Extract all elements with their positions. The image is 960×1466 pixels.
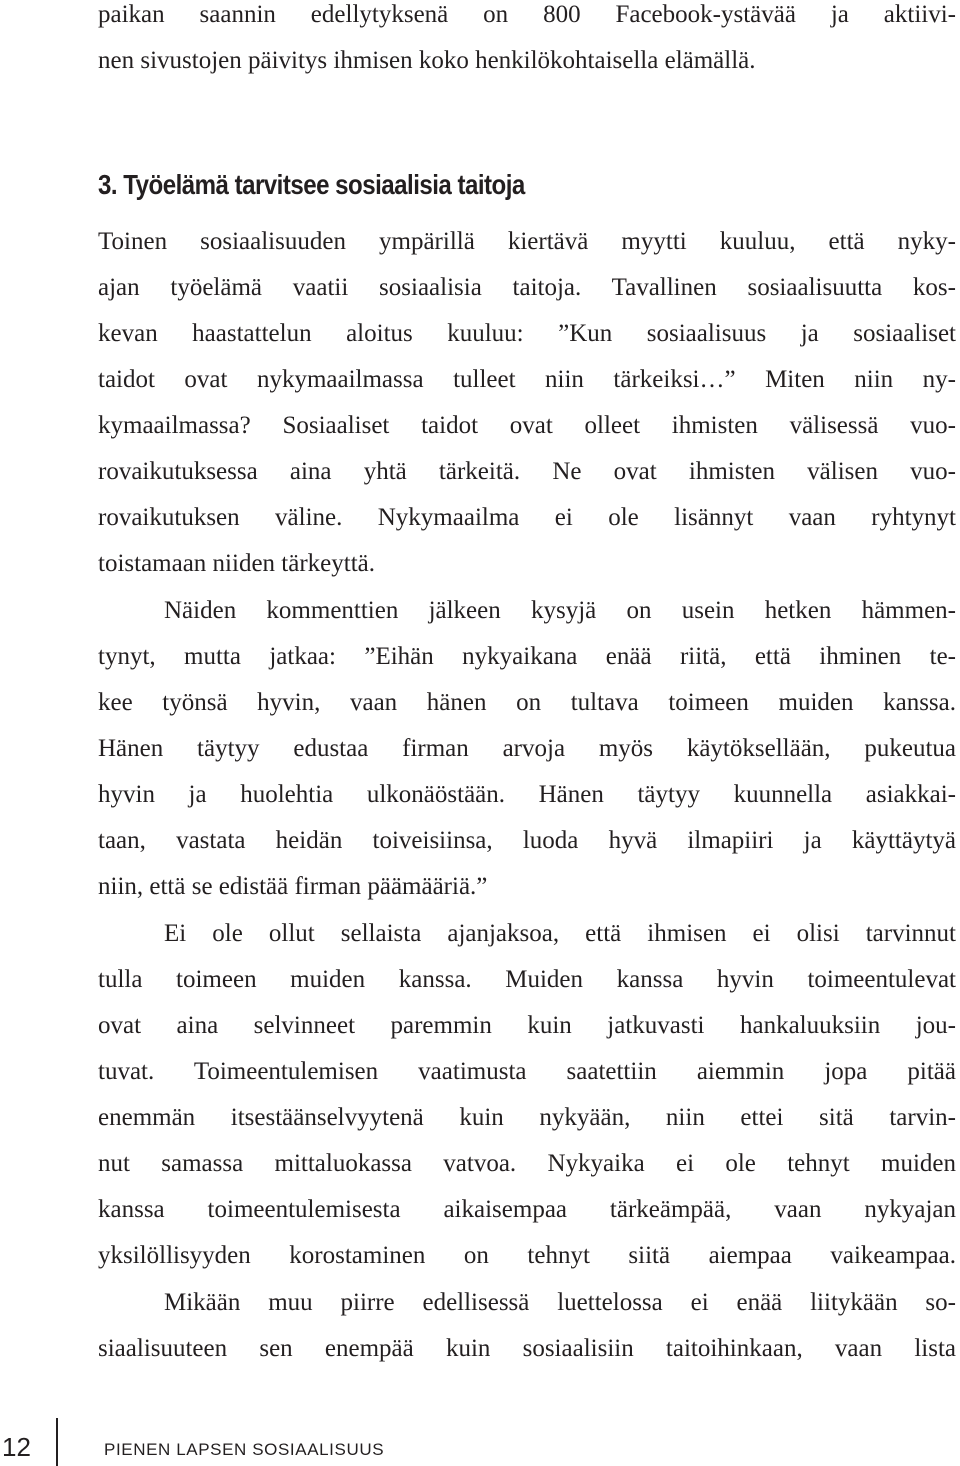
page-footer: [0, 1432, 960, 1466]
text-line: rovaikutuksen väline. Nykymaailma ei ole lisännyt vaan ryhtynyt: [98, 504, 956, 531]
text-line: hyvin ja huolehtia ulkonäöstään. Hänen täytyy kuunnella asiakkai-: [98, 781, 956, 808]
text-line: Ei ole ollut sellaista ajanjaksoa, että ihmisen ei olisi tarvinnut: [164, 920, 956, 947]
text-line: taidot ovat nykymaailmassa tulleet niin tärkeiksi…” Miten niin ny-: [98, 366, 956, 393]
text-line: ovat aina selvinneet paremmin kuin jatkuvasti hankaluuksiin jou-: [98, 1012, 956, 1039]
page-number: 12: [2, 1432, 31, 1462]
text-line: ajan työelämä vaatii sosiaalisia taitoja. Tavallinen sosiaalisuutta kos-: [98, 274, 956, 301]
text-line: enemmän itsestäänselvyytenä kuin nykyään, niin ettei sitä tarvin-: [98, 1104, 956, 1131]
text-line: yksilöllisyyden korostaminen on tehnyt siitä aiempaa vaikeampaa.: [98, 1242, 956, 1269]
text-line: Mikään muu piirre edellisessä luettelossa ei enää liitykään so-: [164, 1289, 956, 1316]
text-line: paikan saannin edellytyksenä on 800 Facebook-ystävää ja aktiivi-: [98, 1, 956, 28]
text-line: Hänen täytyy edustaa firman arvoja myös käytöksellään, pukeutua: [98, 735, 956, 762]
text-line: siaalisuuteen sen enempää kuin sosiaalisiin taitoihinkaan, vaan lista: [98, 1335, 956, 1362]
text-line: kee työnsä hyvin, vaan hänen on tultava toimeen muiden kanssa.: [98, 689, 956, 716]
text-line: tynyt, mutta jatkaa: ”Eihän nykyaikana enää riitä, että ihminen te-: [98, 643, 956, 670]
text-line: tulla toimeen muiden kanssa. Muiden kanssa hyvin toimeentulevat: [98, 966, 956, 993]
text-line: tuvat. Toimeentulemisen vaatimusta saatettiin aiemmin jopa pitää: [98, 1058, 956, 1085]
text-line: taan, vastata heidän toiveisiinsa, luoda hyvä ilmapiiri ja käyttäytyä: [98, 827, 956, 854]
text-line: nut samassa mittaluokassa vatvoa. Nykyaika ei ole tehnyt muiden: [98, 1150, 956, 1177]
text-line: Näiden kommenttien jälkeen kysyjä on usein hetken hämmen-: [164, 597, 956, 624]
text-line: kymaailmassa? Sosiaaliset taidot ovat olleet ihmisten välisessä vuo-: [98, 412, 956, 439]
running-title: PIENEN LAPSEN SOSIAALISUUS: [104, 1440, 385, 1459]
text-line: niin, että se edistää firman päämääriä.”: [98, 873, 488, 900]
text-line: Toinen sosiaalisuuden ympärillä kiertävä myytti kuuluu, että nyky-: [98, 228, 956, 255]
text-line: kevan haastattelun aloitus kuuluu: ”Kun sosiaalisuus ja sosiaaliset: [98, 320, 956, 347]
text-line: kanssa toimeentulemisesta aikaisempaa tärkeämpää, vaan nykyajan: [98, 1196, 956, 1223]
text-line: nen sivustojen päivitys ihmisen koko henkilökohtaisella elämällä.: [98, 47, 756, 74]
text-line: rovaikutuksessa aina yhtä tärkeitä. Ne ovat ihmisten välisen vuo-: [98, 458, 956, 485]
section-heading: 3. Työelämä tarvitsee sosiaalisia taitoja: [98, 169, 525, 200]
footer-divider: [56, 1418, 58, 1466]
text-line: toistamaan niiden tärkeyttä.: [98, 550, 375, 577]
